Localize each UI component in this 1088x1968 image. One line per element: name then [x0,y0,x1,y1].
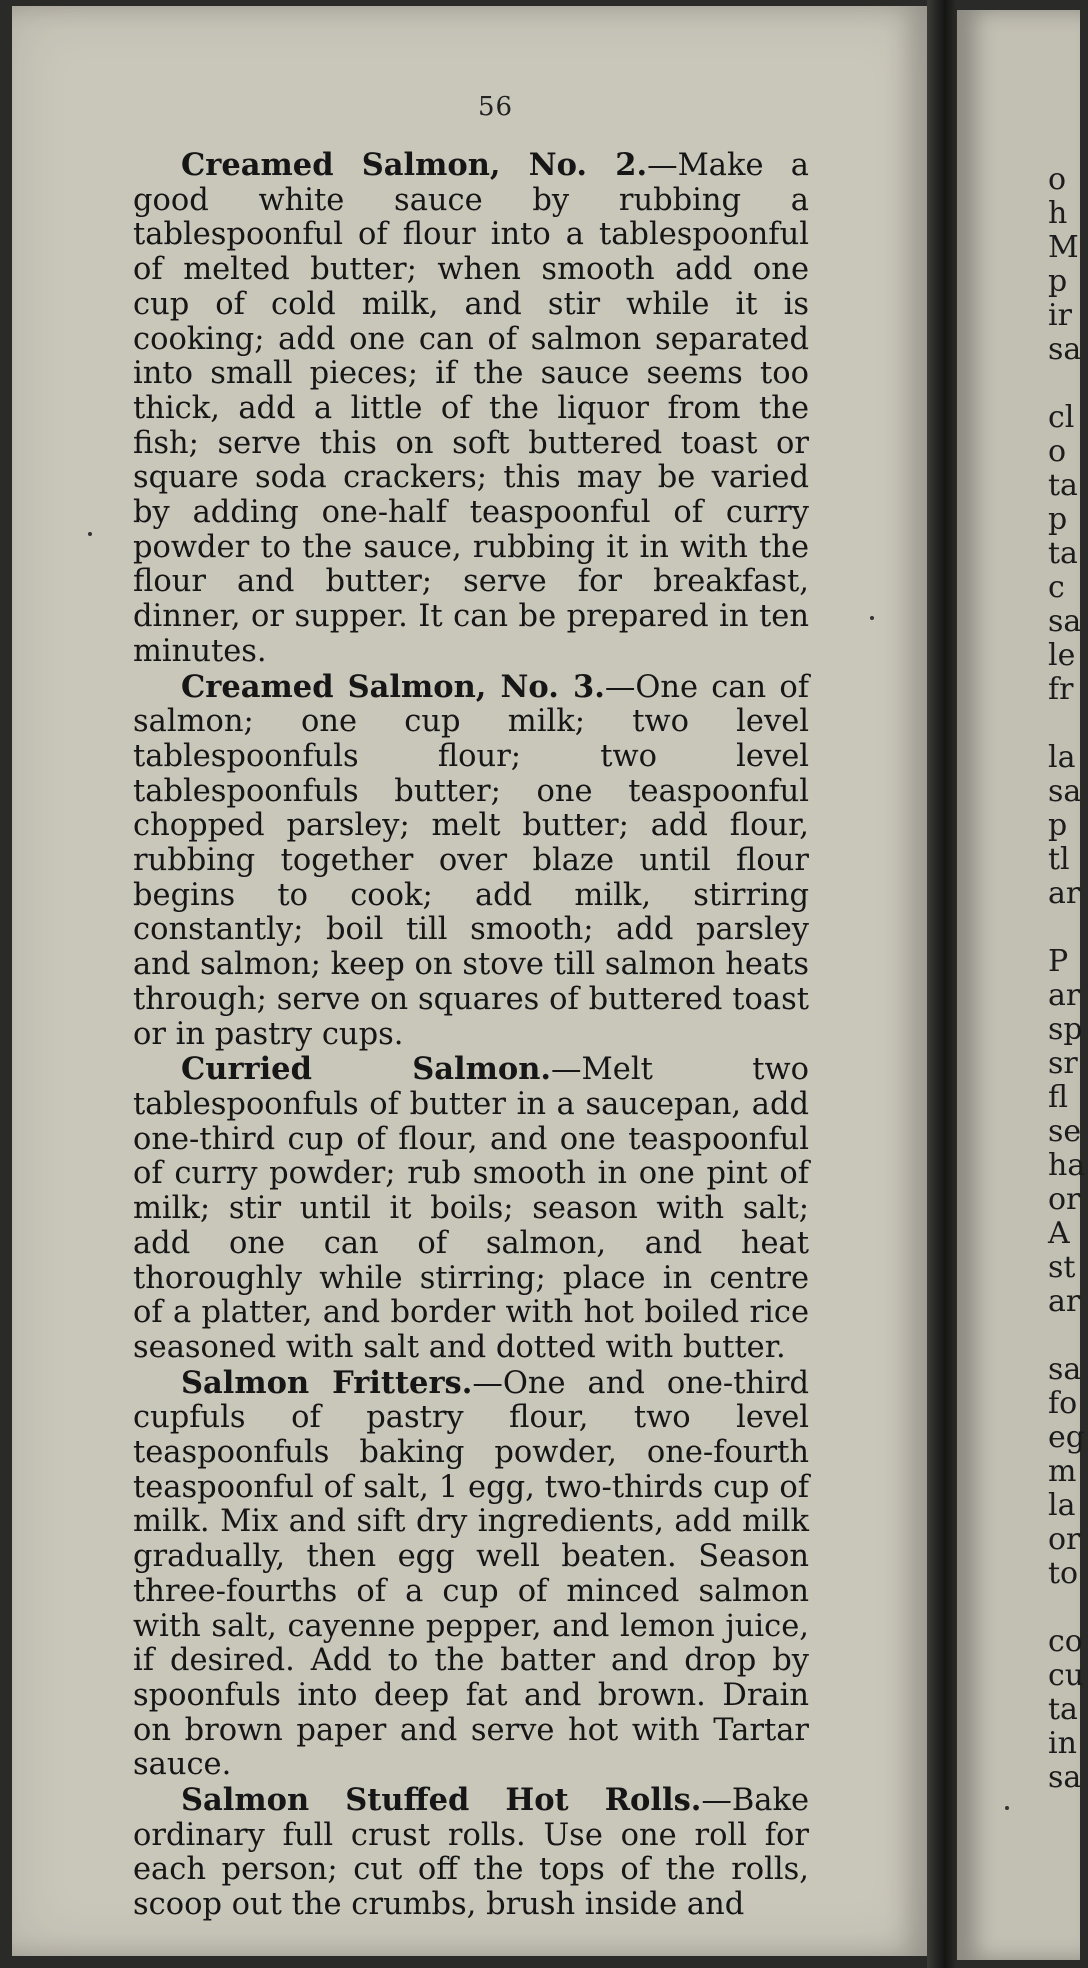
recipe-title: Curried Salmon. [181,1051,552,1088]
facing-page-fragment: p [1048,502,1068,537]
facing-page-fragment: sr [1048,1046,1078,1081]
facing-page-fragment: or [1048,1522,1081,1557]
facing-page-fragment: fl [1048,1080,1069,1115]
recipe-title: Creamed Salmon, No. 2. [181,147,648,183]
facing-page-fragment: o [1048,434,1067,469]
facing-page-fragment: sa [1048,332,1082,367]
recipe-creamed-salmon-no-2 [133,148,809,670]
facing-page-fragment: c [1048,570,1065,605]
facing-page-fragment: sa [1048,1760,1082,1795]
book-gutter [927,0,957,1968]
facing-page-fragment: A [1048,1216,1070,1251]
facing-page-fragment: eg [1048,1420,1085,1455]
facing-page-fragment: ha [1048,1148,1086,1183]
facing-page-fragment: fr [1048,672,1074,707]
recipe-title: Salmon Stuffed Hot Rolls. [181,1782,702,1819]
facing-page-fragment: p [1048,808,1068,843]
facing-page-fragment: co [1048,1624,1083,1659]
facing-page-fragment: h [1048,196,1068,231]
facing-page-fragment: p [1048,264,1068,299]
facing-page-fragment: to [1048,1556,1079,1591]
paper-speck [1005,1806,1009,1810]
recipe-body: —One and one-third cupfuls of pastry flour, two level teaspoonfuls baking powder, one-fourth teaspoonful of salt, 1 egg, two-thirds cup of milk. Mix and sift dry ingredients, add milk gradually, then egg well beaten. Season three-fourths of a cup of minced salmon with salt, cayenne pepper, and lemon juice, if desired. Add to the batter and drop by spoonfuls into deep fat and brown. Drain on brown paper and serve hot with Tartar sauce. [133,1365,809,1783]
facing-page-fragment: tl [1048,842,1070,877]
recipe-body: —Bake ordinary full crust rolls. Use one roll for each person; cut off the tops of the rolls, scoop out the crumbs, brush inside and [133,1783,809,1923]
facing-page-fragment: in [1048,1726,1077,1761]
facing-page-fragment: ar [1048,876,1081,911]
facing-page-fragment: la [1048,740,1076,775]
recipe-title: Salmon Fritters. [181,1364,473,1401]
recipe-body: —One can of salmon; one cup milk; two level tablespoonfuls flour; two level tablespoonfuls butter; one teaspoonful chopped parsley; melt butter; add flour, rubbing together over blaze until flour begins to cook; add milk, stirring constantly; boil till smooth; add parsley and salmon; keep on stove till salmon heats through; serve on squares of buttered toast or in pastry cups. [133,669,809,1052]
recipe-curried-salmon [133,1052,809,1365]
facing-page-fragment: sa [1048,604,1082,639]
facing-page-fragment: la [1048,1488,1076,1523]
facing-page-fragment: sp [1048,1012,1083,1047]
facing-page-fragment: ir [1048,298,1072,333]
facing-page-fragment: st [1048,1250,1076,1285]
facing-page-fragment: sa [1048,1352,1082,1387]
facing-page-fragment: or [1048,1182,1081,1217]
facing-page-fragment: P [1048,944,1069,979]
facing-page-fragment: le [1048,638,1076,673]
paper-speck [870,616,874,620]
facing-page-fragment: ar [1048,1284,1081,1319]
recipe-text-column [133,148,809,1923]
facing-page-fragment: cl [1048,400,1075,435]
facing-page-fragment: o [1048,162,1067,197]
facing-page-fragment: ta [1048,468,1078,503]
facing-page-fragment: M [1048,230,1079,265]
facing-page-fragment: m [1048,1454,1077,1489]
facing-page-fragment: sa [1048,774,1082,809]
facing-page-fragment: ar [1048,978,1081,1013]
recipe-creamed-salmon-no-3 [133,670,809,1053]
recipe-salmon-fritters [133,1366,809,1783]
page-number: 56 [478,92,514,122]
facing-page-fragment: ta [1048,536,1078,571]
recipe-body: —Make a good white sauce by rubbing a tablespoonful of flour into a tablespoonful of melted butter; when smooth add one cup of cold milk, and stir while it is cooking; add one can of salmon separated into small pieces; if the sauce seems too thick, add a little of the liquor from the fish; serve this on soft buttered toast or square soda crackers; this may be varied by adding one-half teaspoonful of curry powder to the sauce, rubbing it in with the flour and butter; serve for breakfast, dinner, or supper. It can be prepared in ten minutes. [133,148,809,669]
facing-page-fragment: fo [1048,1386,1078,1421]
paper-speck [88,532,92,536]
recipe-title: Creamed Salmon, No. 3. [181,668,605,705]
facing-page-fragment: cu [1048,1658,1085,1693]
facing-page-fragment: ta [1048,1692,1078,1727]
facing-page-fragment: se [1048,1114,1082,1149]
recipe-body: —Melt two tablespoonfuls of butter in a saucepan, add one-third cup of flour, and one teaspoonful of curry powder; rub smooth in one pint of milk; stir until it boils; season with salt; add one can of salmon, and heat thoroughly while stirring; place in centre of a platter, and border with hot boiled rice seasoned with salt and dotted with butter. [133,1052,809,1365]
recipe-salmon-stuffed-hot-rolls [133,1783,809,1923]
